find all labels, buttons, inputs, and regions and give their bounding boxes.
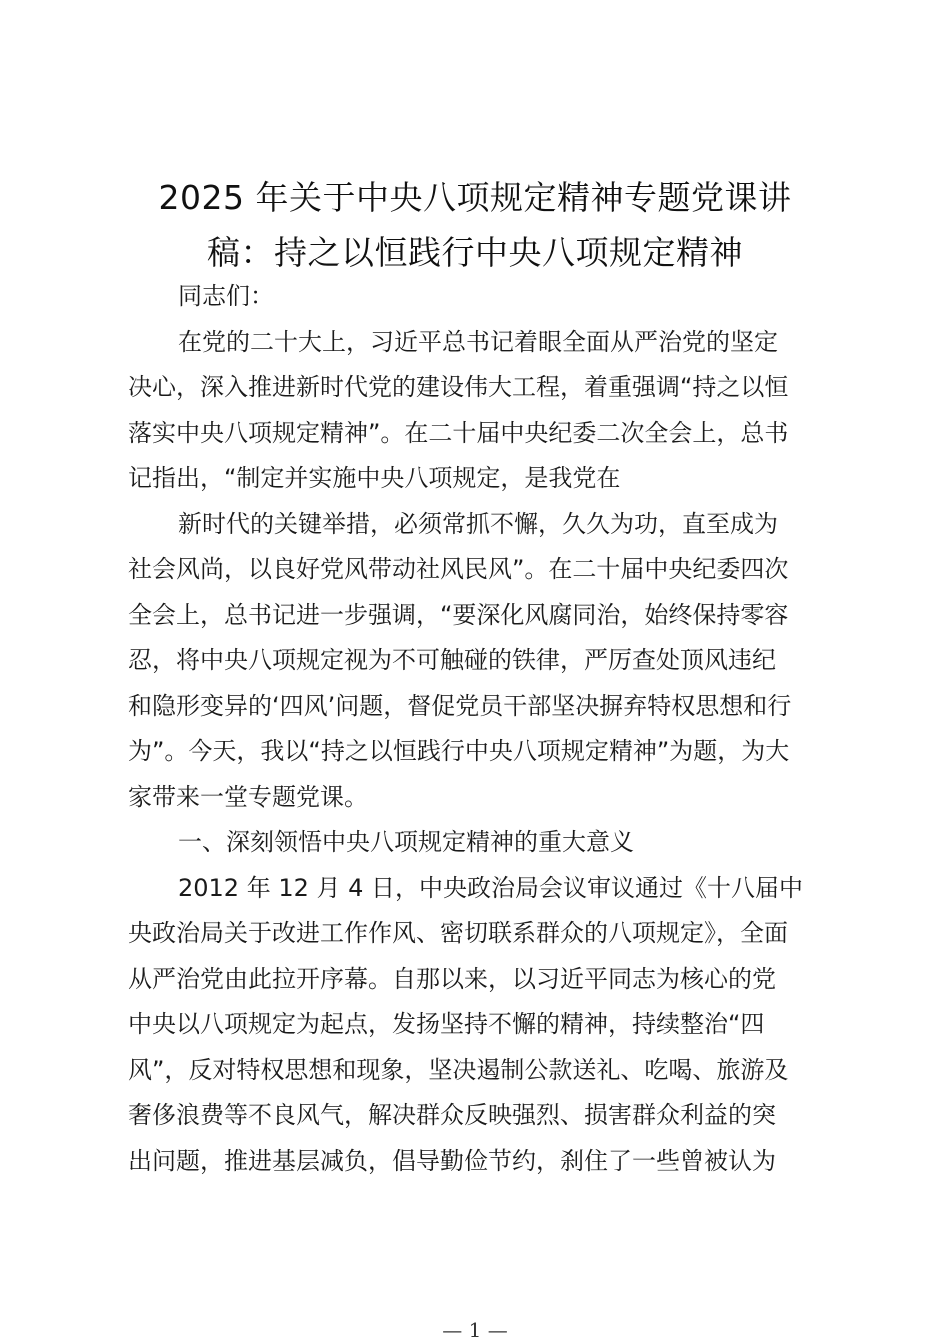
paragraph-line: 记指出，“制定并实施中央八项规定，是我党在 — [128, 464, 621, 492]
paragraph-line: 风”，反对特权思想和现象，坚决遏制公款送礼、吃喝、旅游及 — [128, 1055, 789, 1084]
paragraph-line: 忍，将中央八项规定视为不可触碰的铁律，严厉查处顶风违纪 — [128, 646, 776, 674]
paragraph-line: 中央以八项规定为起点，发扬坚持不懈的精神，持续整治“四 — [128, 1010, 765, 1038]
paragraph-line: 央政治局关于改进工作作风、密切联系群众的八项规定》，全面 — [128, 919, 788, 947]
page-number: — 1 — — [442, 1318, 508, 1342]
paragraph-line: 在党的二十大上，习近平总书记着眼全面从严治党的坚定 — [178, 327, 778, 356]
title-line-2: 稿：持之以恒践行中央八项规定精神 — [207, 233, 743, 272]
title-line-1: 2025 年关于中央八项规定精神专题党课讲 — [158, 178, 792, 217]
document-title — [110, 170, 840, 280]
paragraph-line: 新时代的关键举措，必须常抓不懈，久久为功，直至成为 — [178, 509, 778, 538]
paragraph-line: 为”。今天，我以“持之以恒践行中央八项规定精神”为题，为大 — [128, 737, 790, 765]
paragraph-line: 社会风尚，以良好党风带动社风民风”。在二十届中央纪委四次 — [128, 555, 789, 583]
paragraph-line: 出问题，推进基层减负，倡导勤俭节约，刹住了一些曾被认为 — [128, 1146, 776, 1175]
section-heading: 一、深刻领悟中央八项规定精神的重大意义 — [178, 828, 634, 856]
paragraph-line: 和隐形变异的‘四风’问题，督促党员干部坚决摒弃特权思想和行 — [128, 691, 792, 720]
paragraph-line: 2012 年 12 月 4 日，中央政治局会议审议通过《十八届中 — [178, 873, 804, 902]
document-body — [128, 274, 848, 1184]
paragraph-line: 决心，深入推进新时代党的建设伟大工程，着重强调“持之以恒 — [128, 373, 789, 401]
paragraph-line: 家带来一堂专题党课。 — [128, 782, 368, 811]
paragraph-line: 从严治党由此拉开序幕。自那以来，以习近平同志为核心的党 — [128, 964, 776, 993]
paragraph-line: 奢侈浪费等不良风气，解决群众反映强烈、损害群众利益的突 — [128, 1101, 776, 1129]
paragraph-line: 全会上，总书记进一步强调，“要深化风腐同治，始终保持零容 — [128, 600, 789, 629]
salutation: 同志们： — [178, 282, 274, 310]
paragraph-line: 落实中央八项规定精神”。在二十届中央纪委二次全会上，总书 — [128, 418, 789, 447]
